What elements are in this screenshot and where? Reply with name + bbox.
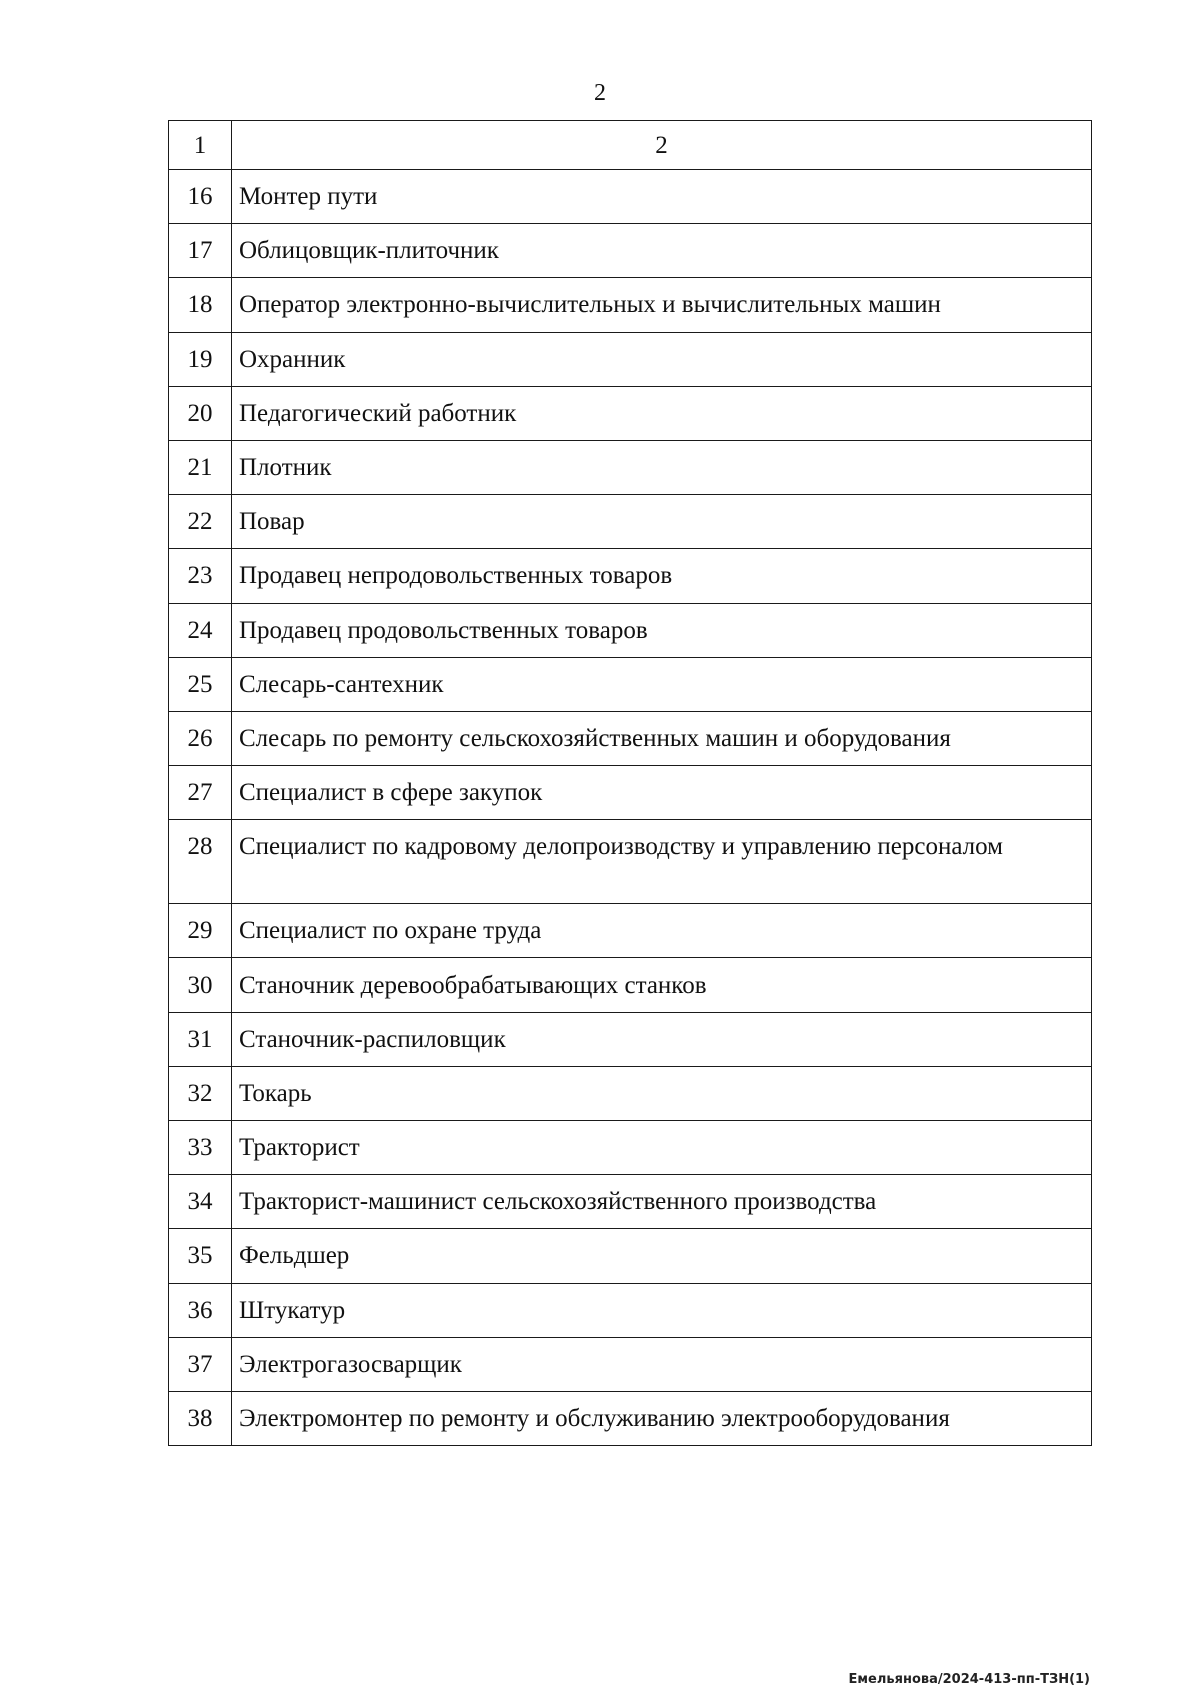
table-row	[169, 711, 1092, 765]
row-number: 25	[169, 657, 232, 711]
row-number: 23	[169, 549, 232, 603]
profession-name: Специалист в сфере закупок	[232, 766, 1092, 820]
profession-name: Специалист по охране труда	[232, 904, 1092, 958]
document-reference: Емельянова/2024-413-пп-ТЗН(1)	[848, 1672, 1090, 1687]
row-number: 29	[169, 904, 232, 958]
profession-name: Педагогический работник	[232, 386, 1092, 440]
row-number: 34	[169, 1175, 232, 1229]
profession-name: Монтер пути	[232, 170, 1092, 224]
row-number: 22	[169, 495, 232, 549]
row-number: 19	[169, 332, 232, 386]
page-number: 2	[594, 80, 606, 106]
table-row	[169, 1066, 1092, 1120]
row-number: 33	[169, 1121, 232, 1175]
table-row	[169, 820, 1092, 904]
row-number: 35	[169, 1229, 232, 1283]
profession-name: Оператор электронно-вычислительных и вычислительных машин	[232, 278, 1092, 332]
header-col-2: 2	[232, 121, 1092, 170]
table-row	[169, 386, 1092, 440]
table-row	[169, 1175, 1092, 1229]
table-row	[169, 495, 1092, 549]
table-row	[169, 170, 1092, 224]
profession-name: Слесарь-сантехник	[232, 657, 1092, 711]
row-number: 24	[169, 603, 232, 657]
table-row	[169, 1012, 1092, 1066]
row-number: 27	[169, 766, 232, 820]
table-row	[169, 332, 1092, 386]
profession-name: Станочник-распиловщик	[232, 1012, 1092, 1066]
profession-name: Специалист по кадровому делопроизводству и управлению персоналом	[232, 820, 1092, 904]
table-row	[169, 1337, 1092, 1391]
row-number: 28	[169, 820, 232, 904]
table-row	[169, 657, 1092, 711]
table-row	[169, 224, 1092, 278]
profession-name: Штукатур	[232, 1283, 1092, 1337]
row-number: 38	[169, 1391, 232, 1445]
row-number: 37	[169, 1337, 232, 1391]
profession-name: Слесарь по ремонту сельскохозяйственных машин и оборудования	[232, 711, 1092, 765]
table-header-row	[169, 121, 1092, 170]
table-row	[169, 1391, 1092, 1445]
profession-name: Электрогазосварщик	[232, 1337, 1092, 1391]
row-number: 21	[169, 440, 232, 494]
table-row	[169, 549, 1092, 603]
profession-name: Тракторист-машинист сельскохозяйственного производства	[232, 1175, 1092, 1229]
profession-name: Продавец непродовольственных товаров	[232, 549, 1092, 603]
table-row	[169, 278, 1092, 332]
table-row	[169, 440, 1092, 494]
profession-name: Плотник	[232, 440, 1092, 494]
row-number: 36	[169, 1283, 232, 1337]
profession-name: Облицовщик-плиточник	[232, 224, 1092, 278]
professions-table	[168, 120, 1092, 1446]
profession-name: Станочник деревообрабатывающих станков	[232, 958, 1092, 1012]
row-number: 20	[169, 386, 232, 440]
profession-name: Охранник	[232, 332, 1092, 386]
profession-name: Электромонтер по ремонту и обслуживанию электрооборудования	[232, 1391, 1092, 1445]
table-row	[169, 958, 1092, 1012]
table-row	[169, 1283, 1092, 1337]
row-number: 31	[169, 1012, 232, 1066]
table-row	[169, 766, 1092, 820]
table-row	[169, 603, 1092, 657]
table-row	[169, 904, 1092, 958]
table-row	[169, 1229, 1092, 1283]
profession-name: Повар	[232, 495, 1092, 549]
row-number: 32	[169, 1066, 232, 1120]
row-number: 16	[169, 170, 232, 224]
profession-name: Тракторист	[232, 1121, 1092, 1175]
row-number: 18	[169, 278, 232, 332]
profession-name: Фельдшер	[232, 1229, 1092, 1283]
table-row	[169, 1121, 1092, 1175]
profession-name: Продавец продовольственных товаров	[232, 603, 1092, 657]
row-number: 26	[169, 711, 232, 765]
row-number: 17	[169, 224, 232, 278]
profession-name: Токарь	[232, 1066, 1092, 1120]
header-col-1: 1	[169, 121, 232, 170]
row-number: 30	[169, 958, 232, 1012]
